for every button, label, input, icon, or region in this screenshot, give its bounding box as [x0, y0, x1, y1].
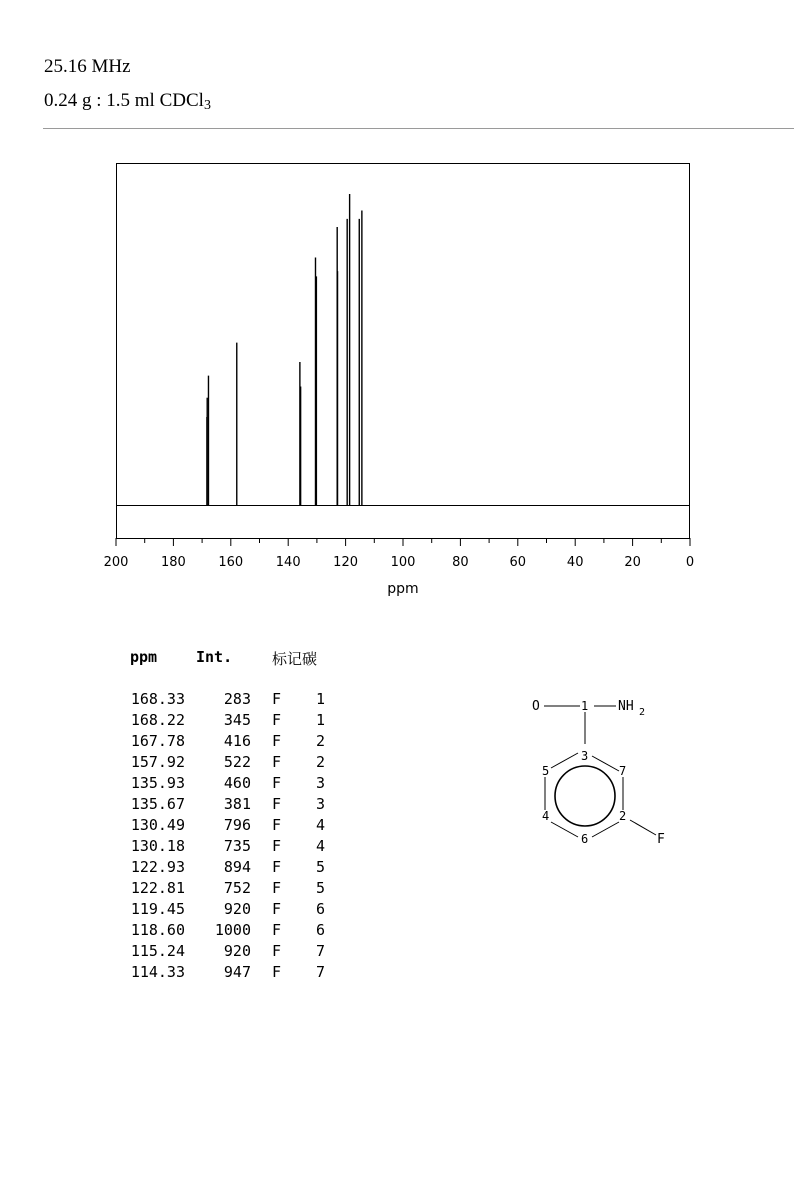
cell-int: 894	[223, 858, 251, 876]
cell-group: F	[272, 963, 282, 981]
x-tick-label: 40	[566, 555, 584, 570]
cell-int: 522	[223, 753, 251, 771]
cell-int: 752	[223, 879, 251, 897]
cell-int: 416	[223, 732, 251, 750]
cell-ppm: 168.33	[130, 690, 185, 708]
cell-carbon: 2	[316, 732, 326, 750]
x-tick-label: 200	[103, 555, 129, 570]
cell-ppm: 122.81	[130, 879, 185, 897]
cell-ppm: 167.78	[130, 732, 185, 750]
x-tick-label: 120	[333, 555, 359, 570]
atom-c1-label: 1	[581, 699, 589, 713]
cell-ppm: 114.33	[130, 963, 185, 981]
atom-fluorine: F	[657, 832, 665, 847]
atom-nitrogen: NH	[618, 699, 634, 714]
x-tick-label: 100	[390, 555, 416, 570]
cell-int: 381	[223, 795, 251, 813]
cell-int: 920	[223, 900, 251, 918]
cell-group: F	[272, 921, 282, 939]
bond-c5-c3	[551, 753, 578, 768]
x-tick-label: 60	[509, 555, 527, 570]
structure-diagram	[520, 690, 700, 860]
x-tick-label: 0	[685, 555, 695, 570]
cell-ppm: 122.93	[130, 858, 185, 876]
cell-carbon: 6	[316, 900, 326, 918]
table-header-int: Int.	[196, 648, 233, 666]
cell-group: F	[272, 816, 282, 834]
cell-carbon: 5	[316, 858, 326, 876]
cell-ppm: 157.92	[130, 753, 185, 771]
cell-ppm: 168.22	[130, 711, 185, 729]
atom-c4-label: 4	[542, 809, 550, 823]
cell-group: F	[272, 837, 282, 855]
atom-oxygen: O	[532, 699, 540, 714]
x-tick-label: 160	[218, 555, 244, 570]
cell-group: F	[272, 942, 282, 960]
x-axis-ticks	[116, 538, 690, 546]
atom-c2-label: 2	[619, 809, 627, 823]
aromatic-ring-circle	[555, 766, 615, 826]
cell-int: 735	[223, 837, 251, 855]
atom-c7-label: 7	[619, 764, 627, 778]
atom-nitrogen-subscript: 2	[639, 707, 646, 718]
cell-carbon: 1	[316, 690, 326, 708]
cell-carbon: 7	[316, 942, 326, 960]
cell-carbon: 4	[316, 816, 326, 834]
atom-c3-label: 3	[581, 749, 589, 763]
cell-group: F	[272, 900, 282, 918]
sample-label-main: 0.24 g : 1.5 ml CDCl	[44, 90, 204, 111]
cell-ppm: 135.93	[130, 774, 185, 792]
x-axis-label: ppm	[387, 581, 419, 597]
cell-carbon: 3	[316, 795, 326, 813]
x-axis-tick-labels	[104, 555, 695, 570]
cell-group: F	[272, 711, 282, 729]
cell-carbon: 7	[316, 963, 326, 981]
x-tick-label: 180	[160, 555, 186, 570]
peak-group	[207, 194, 362, 505]
cell-int: 920	[223, 942, 251, 960]
cell-ppm: 135.67	[130, 795, 185, 813]
cell-group: F	[272, 858, 282, 876]
cell-group: F	[272, 690, 282, 708]
cell-carbon: 5	[316, 879, 326, 897]
cell-ppm: 118.60	[130, 921, 185, 939]
cell-int: 460	[223, 774, 251, 792]
atom-c5-label: 5	[542, 764, 550, 778]
table-header-labeled-carbon: 标记碳	[272, 650, 318, 668]
cell-group: F	[272, 879, 282, 897]
cell-carbon: 2	[316, 753, 326, 771]
cell-carbon: 1	[316, 711, 326, 729]
x-tick-label: 140	[275, 555, 301, 570]
sample-label-subscript: 3	[203, 98, 211, 113]
cell-int: 947	[223, 963, 251, 981]
cell-int: 345	[223, 711, 251, 729]
cell-int: 1000	[214, 921, 251, 939]
bond-c2-f	[630, 820, 656, 835]
frequency-label: 25.16 MHz	[44, 56, 131, 77]
cell-group: F	[272, 795, 282, 813]
x-tick-label: 80	[452, 555, 469, 570]
cell-group: F	[272, 753, 282, 771]
cell-group: F	[272, 774, 282, 792]
cell-ppm: 119.45	[130, 900, 185, 918]
cell-ppm: 115.24	[130, 942, 185, 960]
cell-int: 796	[223, 816, 251, 834]
cell-carbon: 3	[316, 774, 326, 792]
cell-group: F	[272, 732, 282, 750]
cell-ppm: 130.18	[130, 837, 185, 855]
table-header-ppm: ppm	[130, 648, 158, 666]
x-tick-label: 20	[624, 555, 641, 570]
cell-int: 283	[223, 690, 251, 708]
cell-carbon: 6	[316, 921, 326, 939]
cell-carbon: 4	[316, 837, 326, 855]
atom-c6-label: 6	[581, 832, 589, 846]
cell-ppm: 130.49	[130, 816, 185, 834]
plot-frame	[117, 164, 690, 539]
